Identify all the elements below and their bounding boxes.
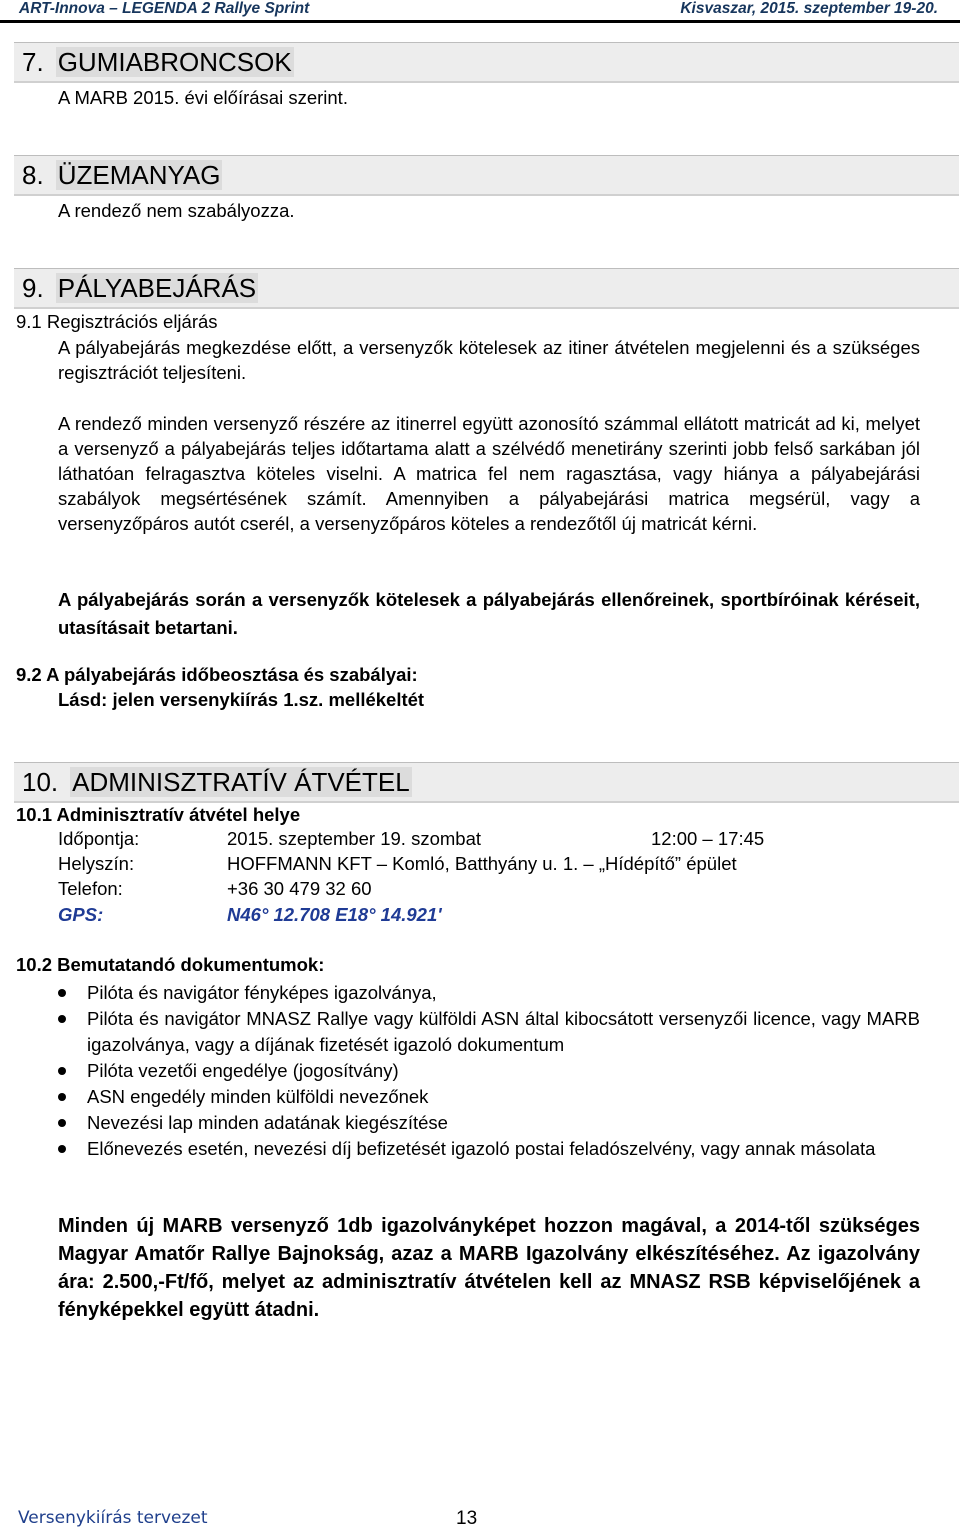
phone-value: +36 30 479 32 60 (227, 878, 372, 899)
list-item: Előnevezés esetén, nevezési díj befizetését igazoló postai feladószelvény, vagy annak másolata (58, 1136, 920, 1162)
gps-label: GPS: (58, 904, 104, 925)
time-value: 12:00 – 17:45 (651, 828, 765, 849)
list-item: ASN engedély minden külföldi nevezőnek (58, 1084, 920, 1110)
list-item: Pilóta és navigátor fényképes igazolványa, (58, 980, 920, 1006)
phone-label: Telefon: (58, 878, 123, 899)
section-9-heading (14, 268, 959, 307)
section-8-title: ÜZEMANYAG (57, 160, 221, 190)
section-8-heading (14, 155, 959, 194)
place-value: HOFFMANN KFT – Komló, Batthyány u. 1. – „Hídépítő” épület (227, 853, 737, 874)
footer-title: Versenykiírás tervezet (18, 1508, 208, 1528)
page-header (0, 0, 960, 22)
list-item: Nevezési lap minden adatának kiegészítése (58, 1110, 920, 1136)
date-label: Időpontja: (58, 828, 140, 849)
section-9-1-paragraph-2: A rendező minden versenyző részére az itinerrel együtt azonosító számmal ellátott matricát ad ki, melyet a versenyző a pályabejárás teljes időtartama alatt a szélvédő menetirány szerinti jobb felső sarkában jól láthatóan felragasztva köteles viselni. A matrica fel nem ragasztása, vagy hiánya a pályabejárási szabályok megsértésének számít. Amennyiben a pályabejárási matrica megsérül, vagy a versenyzőpáros autót cserél, a versenyzőpáros köteles a rendezőtől új matricát kérni. (58, 413, 920, 534)
header-left: ART-Innova – LEGENDA 2 Rallye Sprint (19, 0, 310, 17)
bullet-icon (58, 989, 66, 997)
section-7-text: A MARB 2015. évi előírásai szerint. (58, 87, 348, 108)
bullet-icon (58, 1093, 66, 1101)
gps-value: N46° 12.708 E18° 14.921' (227, 904, 442, 925)
section-10-1-heading: 10.1 Adminisztratív átvétel helye (16, 804, 301, 825)
section-8-number: 8. (22, 160, 44, 190)
section-10-number: 10. (22, 767, 59, 797)
documents-list (58, 980, 920, 1162)
section-9-number: 9. (22, 273, 44, 303)
date-value: 2015. szeptember 19. szombat (227, 828, 482, 849)
section-9-title: PÁLYABEJÁRÁS (57, 273, 257, 303)
section-9-1-paragraph-3: A pályabejárás során a versenyzők kötelesek a pályabejárás ellenőreinek, sportbíróinak kéréseit, utasításait betartani. (58, 589, 920, 638)
bullet-icon (58, 1015, 66, 1023)
notice-paragraph: Minden új MARB versenyző 1db igazolványképet hozzon magával, a 2014-től szükséges Magyar Amatőr Rallye Bajnokság, azaz a MARB Igazolvány elkészítéséhez. Az igazolvány ára: 2.500,-Ft/fő, melyet az adminisztratív átvételen kell az MNASZ RSB képviselőjének a fényképekkel együtt átadni. (58, 1215, 920, 1321)
header-right: Kisvaszar, 2015. szeptember 19-20. (680, 0, 938, 17)
list-item: Pilóta és navigátor MNASZ Rallye vagy külföldi ASN által kibocsátott versenyzői licence, vagy MARB igazolványa, vagy a díjának fizetését igazoló dokumentum (58, 1006, 920, 1058)
section-9-2-reference: Lásd: jelen versenykiírás 1.sz. mellékeltét (58, 689, 425, 710)
header-rule (0, 20, 960, 23)
section-7-heading (14, 42, 959, 81)
section-9-1-paragraph-1: A pályabejárás megkezdése előtt, a versenyzők kötelesek az itiner átvételen megjelenni és a szükséges regisztrációt teljesíteni. (58, 337, 920, 383)
section-10-title: ADMINISZTRATÍV ÁTVÉTEL (72, 767, 410, 797)
section-9-1-heading: 9.1 Regisztrációs eljárás (16, 311, 218, 332)
list-item: Pilóta vezetői engedélye (jogosítvány) (58, 1058, 920, 1084)
section-10-heading (14, 762, 959, 801)
section-7-number: 7. (22, 47, 44, 77)
place-label: Helyszín: (58, 853, 135, 874)
bullet-icon (58, 1145, 66, 1153)
section-9-2-heading: 9.2 A pályabejárás időbeosztása és szabályai: (16, 664, 418, 685)
section-7-title: GUMIABRONCSOK (57, 47, 292, 77)
bullet-icon (58, 1067, 66, 1075)
bullet-icon (58, 1119, 66, 1127)
section-10-2-heading: 10.2 Bemutatandó dokumentumok: (16, 954, 325, 975)
section-8-text: A rendező nem szabályozza. (58, 200, 295, 221)
page-number: 13 (456, 1508, 478, 1529)
